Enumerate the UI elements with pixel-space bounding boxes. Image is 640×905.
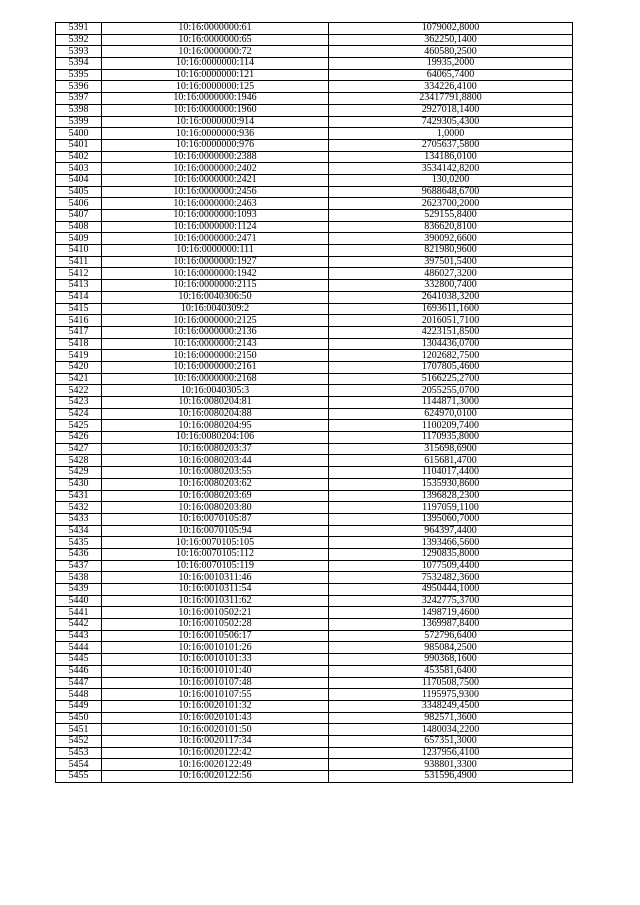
- table-row: [56, 467, 573, 479]
- row-number-cell: 5400: [56, 128, 102, 140]
- value-cell: 1237956,4100: [329, 747, 573, 759]
- table-row: [56, 397, 573, 409]
- value-cell: 1395060,7000: [329, 513, 573, 525]
- row-number-cell: 5392: [56, 34, 102, 46]
- cadastral-number-cell: 10:16:0040309:2: [102, 303, 329, 315]
- table-row: [56, 256, 573, 268]
- table-row: [56, 116, 573, 128]
- value-cell: 486027,3200: [329, 268, 573, 280]
- table-row: [56, 654, 573, 666]
- cadastral-number-cell: 10:16:0000000:914: [102, 116, 329, 128]
- row-number-cell: 5401: [56, 139, 102, 151]
- value-cell: 1693611,1600: [329, 303, 573, 315]
- row-number-cell: 5417: [56, 326, 102, 338]
- row-number-cell: 5441: [56, 607, 102, 619]
- cadastral-number-cell: 10:16:0000000:111: [102, 245, 329, 257]
- row-number-cell: 5438: [56, 572, 102, 584]
- value-cell: 2016051,7100: [329, 315, 573, 327]
- row-number-cell: 5439: [56, 584, 102, 596]
- value-cell: 1535930,8600: [329, 478, 573, 490]
- table-row: [56, 443, 573, 455]
- table-row: [56, 104, 573, 116]
- cadastral-number-cell: 10:16:0070105:87: [102, 513, 329, 525]
- value-cell: 362250,1400: [329, 34, 573, 46]
- cadastral-number-cell: 10:16:0080203:69: [102, 490, 329, 502]
- cadastral-number-cell: 10:16:0000000:1093: [102, 210, 329, 222]
- value-cell: 3348249,4500: [329, 700, 573, 712]
- table-row: [56, 712, 573, 724]
- cadastral-number-cell: 10:16:0000000:2115: [102, 280, 329, 292]
- cadastral-number-cell: 10:16:0080204:106: [102, 432, 329, 444]
- value-cell: 9688648,6700: [329, 186, 573, 198]
- cadastral-number-cell: 10:16:0020117:34: [102, 735, 329, 747]
- row-number-cell: 5447: [56, 677, 102, 689]
- row-number-cell: 5452: [56, 735, 102, 747]
- cadastral-number-cell: 10:16:0000000:1927: [102, 256, 329, 268]
- row-number-cell: 5440: [56, 595, 102, 607]
- table-row: [56, 478, 573, 490]
- table-row: [56, 174, 573, 186]
- cadastral-number-cell: 10:16:0080203:44: [102, 455, 329, 467]
- table-row: [56, 502, 573, 514]
- value-cell: 334226,4100: [329, 81, 573, 93]
- cadastral-number-cell: 10:16:0080203:62: [102, 478, 329, 490]
- row-number-cell: 5450: [56, 712, 102, 724]
- row-number-cell: 5393: [56, 46, 102, 58]
- row-number-cell: 5432: [56, 502, 102, 514]
- cadastral-number-cell: 10:16:0000000:976: [102, 139, 329, 151]
- value-cell: 964397,4400: [329, 525, 573, 537]
- row-number-cell: 5453: [56, 747, 102, 759]
- cadastral-number-cell: 10:16:0070105:112: [102, 548, 329, 560]
- value-cell: 3242775,3700: [329, 595, 573, 607]
- table-row: [56, 221, 573, 233]
- table-row: [56, 233, 573, 245]
- table-row: [56, 525, 573, 537]
- table-row: [56, 700, 573, 712]
- table-row: [56, 735, 573, 747]
- table-row: [56, 198, 573, 210]
- row-number-cell: 5446: [56, 665, 102, 677]
- table-row: [56, 139, 573, 151]
- table-row: [56, 759, 573, 771]
- table-row: [56, 46, 573, 58]
- table-row: [56, 677, 573, 689]
- row-number-cell: 5407: [56, 210, 102, 222]
- table-row: [56, 245, 573, 257]
- table-row: [56, 361, 573, 373]
- value-cell: 1100209,7400: [329, 420, 573, 432]
- cadastral-number-cell: 10:16:0080204:81: [102, 397, 329, 409]
- row-number-cell: 5409: [56, 233, 102, 245]
- table-row: [56, 186, 573, 198]
- row-number-cell: 5408: [56, 221, 102, 233]
- row-number-cell: 5415: [56, 303, 102, 315]
- value-cell: 1197059,1100: [329, 502, 573, 514]
- value-cell: 615681,4700: [329, 455, 573, 467]
- value-cell: 4950444,1000: [329, 584, 573, 596]
- row-number-cell: 5434: [56, 525, 102, 537]
- cadastral-number-cell: 10:16:0000000:125: [102, 81, 329, 93]
- value-cell: 1170508,7500: [329, 677, 573, 689]
- table-row: [56, 584, 573, 596]
- row-number-cell: 5403: [56, 163, 102, 175]
- cadastral-number-cell: 10:16:0000000:114: [102, 58, 329, 70]
- cadastral-number-cell: 10:16:0020122:49: [102, 759, 329, 771]
- row-number-cell: 5402: [56, 151, 102, 163]
- row-number-cell: 5413: [56, 280, 102, 292]
- cadastral-number-cell: 10:16:0000000:1124: [102, 221, 329, 233]
- row-number-cell: 5420: [56, 361, 102, 373]
- table-row: [56, 619, 573, 631]
- value-cell: 1202682,7500: [329, 350, 573, 362]
- value-cell: 19935,2000: [329, 58, 573, 70]
- value-cell: 460580,2500: [329, 46, 573, 58]
- value-cell: 1104017,4400: [329, 467, 573, 479]
- row-number-cell: 5424: [56, 408, 102, 420]
- value-cell: 531596,4900: [329, 771, 573, 783]
- value-cell: 938801,3300: [329, 759, 573, 771]
- value-cell: 1170935,8000: [329, 432, 573, 444]
- cadastral-number-cell: 10:16:0010502:28: [102, 619, 329, 631]
- table-row: [56, 210, 573, 222]
- table-row: [56, 548, 573, 560]
- row-number-cell: 5405: [56, 186, 102, 198]
- table-row: [56, 373, 573, 385]
- row-number-cell: 5427: [56, 443, 102, 455]
- cadastral-number-cell: 10:16:0010101:33: [102, 654, 329, 666]
- table-row: [56, 595, 573, 607]
- row-number-cell: 5425: [56, 420, 102, 432]
- value-cell: 836620,8100: [329, 221, 573, 233]
- cadastral-number-cell: 10:16:0010311:54: [102, 584, 329, 596]
- cadastral-number-cell: 10:16:0080204:95: [102, 420, 329, 432]
- table-row: [56, 291, 573, 303]
- table-row: [56, 665, 573, 677]
- table-body: [56, 23, 573, 783]
- cadastral-number-cell: 10:16:0000000:2456: [102, 186, 329, 198]
- value-cell: 7429305,4300: [329, 116, 573, 128]
- cadastral-table: [55, 22, 573, 783]
- value-cell: 1707805,4600: [329, 361, 573, 373]
- row-number-cell: 5394: [56, 58, 102, 70]
- table-row: [56, 490, 573, 502]
- value-cell: 2641038,3200: [329, 291, 573, 303]
- value-cell: 2623700,2000: [329, 198, 573, 210]
- row-number-cell: 5444: [56, 642, 102, 654]
- value-cell: 5166225,2700: [329, 373, 573, 385]
- row-number-cell: 5449: [56, 700, 102, 712]
- row-number-cell: 5454: [56, 759, 102, 771]
- row-number-cell: 5397: [56, 93, 102, 105]
- table-row: [56, 315, 573, 327]
- value-cell: 1369987,8400: [329, 619, 573, 631]
- cadastral-number-cell: 10:16:0000000:2168: [102, 373, 329, 385]
- value-cell: 2055255,0700: [329, 385, 573, 397]
- row-number-cell: 5414: [56, 291, 102, 303]
- value-cell: 2927018,1400: [329, 104, 573, 116]
- value-cell: 572796,6400: [329, 630, 573, 642]
- cadastral-number-cell: 10:16:0000000:2136: [102, 326, 329, 338]
- cadastral-number-cell: 10:16:0000000:2463: [102, 198, 329, 210]
- row-number-cell: 5443: [56, 630, 102, 642]
- cadastral-number-cell: 10:16:0040306:50: [102, 291, 329, 303]
- table-row: [56, 58, 573, 70]
- value-cell: 23417791,8800: [329, 93, 573, 105]
- value-cell: 1077509,4400: [329, 560, 573, 572]
- value-cell: 1396828,2300: [329, 490, 573, 502]
- table-row: [56, 34, 573, 46]
- value-cell: 390092,6600: [329, 233, 573, 245]
- row-number-cell: 5429: [56, 467, 102, 479]
- row-number-cell: 5396: [56, 81, 102, 93]
- cadastral-number-cell: 10:16:0000000:121: [102, 69, 329, 81]
- value-cell: 985084,2500: [329, 642, 573, 654]
- cadastral-number-cell: 10:16:0000000:1946: [102, 93, 329, 105]
- value-cell: 1290835,8000: [329, 548, 573, 560]
- row-number-cell: 5442: [56, 619, 102, 631]
- row-number-cell: 5398: [56, 104, 102, 116]
- table-row: [56, 163, 573, 175]
- cadastral-number-cell: 10:16:0070105:119: [102, 560, 329, 572]
- value-cell: 657351,3000: [329, 735, 573, 747]
- value-cell: 64065,7400: [329, 69, 573, 81]
- table-row: [56, 350, 573, 362]
- value-cell: 453581,6400: [329, 665, 573, 677]
- table-row: [56, 432, 573, 444]
- table-row: [56, 537, 573, 549]
- cadastral-number-cell: 10:16:0080204:88: [102, 408, 329, 420]
- cadastral-number-cell: 10:16:0020101:32: [102, 700, 329, 712]
- value-cell: 7532482,3600: [329, 572, 573, 584]
- value-cell: 332800,7400: [329, 280, 573, 292]
- table-row: [56, 385, 573, 397]
- row-number-cell: 5435: [56, 537, 102, 549]
- cadastral-number-cell: 10:16:0070105:105: [102, 537, 329, 549]
- table-row: [56, 280, 573, 292]
- row-number-cell: 5455: [56, 771, 102, 783]
- value-cell: 1079002,8000: [329, 23, 573, 35]
- cadastral-number-cell: 10:16:0080203:37: [102, 443, 329, 455]
- table-row: [56, 455, 573, 467]
- cadastral-number-cell: 10:16:0020122:56: [102, 771, 329, 783]
- table-row: [56, 513, 573, 525]
- row-number-cell: 5430: [56, 478, 102, 490]
- row-number-cell: 5422: [56, 385, 102, 397]
- cadastral-number-cell: 10:16:0000000:2125: [102, 315, 329, 327]
- cadastral-number-cell: 10:16:0000000:2143: [102, 338, 329, 350]
- row-number-cell: 5426: [56, 432, 102, 444]
- value-cell: 1304436,0700: [329, 338, 573, 350]
- row-number-cell: 5437: [56, 560, 102, 572]
- cadastral-number-cell: 10:16:0010502:21: [102, 607, 329, 619]
- cadastral-number-cell: 10:16:0000000:2388: [102, 151, 329, 163]
- table-row: [56, 630, 573, 642]
- row-number-cell: 5416: [56, 315, 102, 327]
- table-row: [56, 642, 573, 654]
- value-cell: 624970,0100: [329, 408, 573, 420]
- table-row: [56, 268, 573, 280]
- row-number-cell: 5433: [56, 513, 102, 525]
- cadastral-number-cell: 10:16:0080203:55: [102, 467, 329, 479]
- row-number-cell: 5404: [56, 174, 102, 186]
- cadastral-number-cell: 10:16:0070105:94: [102, 525, 329, 537]
- table-row: [56, 23, 573, 35]
- row-number-cell: 5428: [56, 455, 102, 467]
- value-cell: 315698,6900: [329, 443, 573, 455]
- cadastral-number-cell: 10:16:0000000:2150: [102, 350, 329, 362]
- cadastral-number-cell: 10:16:0040305:3: [102, 385, 329, 397]
- table-row: [56, 747, 573, 759]
- table-row: [56, 607, 573, 619]
- cadastral-number-cell: 10:16:0000000:65: [102, 34, 329, 46]
- table-row: [56, 69, 573, 81]
- cadastral-number-cell: 10:16:0000000:2421: [102, 174, 329, 186]
- value-cell: 529155,8400: [329, 210, 573, 222]
- cadastral-number-cell: 10:16:0010311:62: [102, 595, 329, 607]
- cadastral-number-cell: 10:16:0000000:1942: [102, 268, 329, 280]
- cadastral-number-cell: 10:16:0010107:55: [102, 689, 329, 701]
- value-cell: 990368,1600: [329, 654, 573, 666]
- table-row: [56, 771, 573, 783]
- table-row: [56, 724, 573, 736]
- table-row: [56, 338, 573, 350]
- cadastral-number-cell: 10:16:0010101:26: [102, 642, 329, 654]
- row-number-cell: 5421: [56, 373, 102, 385]
- row-number-cell: 5391: [56, 23, 102, 35]
- cadastral-number-cell: 10:16:0010311:46: [102, 572, 329, 584]
- row-number-cell: 5411: [56, 256, 102, 268]
- value-cell: 397501,5400: [329, 256, 573, 268]
- table-row: [56, 326, 573, 338]
- value-cell: 2705637,5800: [329, 139, 573, 151]
- row-number-cell: 5410: [56, 245, 102, 257]
- cadastral-number-cell: 10:16:0010107:48: [102, 677, 329, 689]
- value-cell: 134186,0100: [329, 151, 573, 163]
- table-row: [56, 303, 573, 315]
- cadastral-number-cell: 10:16:0020122:42: [102, 747, 329, 759]
- value-cell: 1498719,4600: [329, 607, 573, 619]
- row-number-cell: 5395: [56, 69, 102, 81]
- table-row: [56, 560, 573, 572]
- table-row: [56, 81, 573, 93]
- cadastral-number-cell: 10:16:0000000:61: [102, 23, 329, 35]
- cadastral-number-cell: 10:16:0000000:936: [102, 128, 329, 140]
- value-cell: 1195975,9300: [329, 689, 573, 701]
- cadastral-number-cell: 10:16:0000000:2161: [102, 361, 329, 373]
- row-number-cell: 5406: [56, 198, 102, 210]
- cadastral-number-cell: 10:16:0000000:72: [102, 46, 329, 58]
- row-number-cell: 5412: [56, 268, 102, 280]
- value-cell: 1393466,5600: [329, 537, 573, 549]
- value-cell: 4223151,8500: [329, 326, 573, 338]
- row-number-cell: 5436: [56, 548, 102, 560]
- cadastral-number-cell: 10:16:0010101:40: [102, 665, 329, 677]
- table-row: [56, 572, 573, 584]
- cadastral-number-cell: 10:16:0000000:2471: [102, 233, 329, 245]
- table-row: [56, 420, 573, 432]
- row-number-cell: 5399: [56, 116, 102, 128]
- cadastral-number-cell: 10:16:0080203:80: [102, 502, 329, 514]
- row-number-cell: 5445: [56, 654, 102, 666]
- value-cell: 1480034,2200: [329, 724, 573, 736]
- table-row: [56, 93, 573, 105]
- row-number-cell: 5418: [56, 338, 102, 350]
- row-number-cell: 5451: [56, 724, 102, 736]
- value-cell: 3534142,8200: [329, 163, 573, 175]
- row-number-cell: 5419: [56, 350, 102, 362]
- table-row: [56, 408, 573, 420]
- table-row: [56, 689, 573, 701]
- table-row: [56, 128, 573, 140]
- row-number-cell: 5448: [56, 689, 102, 701]
- cadastral-number-cell: 10:16:0000000:2402: [102, 163, 329, 175]
- value-cell: 821980,9600: [329, 245, 573, 257]
- value-cell: 1144871,3000: [329, 397, 573, 409]
- cadastral-number-cell: 10:16:0000000:1960: [102, 104, 329, 116]
- value-cell: 982571,3600: [329, 712, 573, 724]
- value-cell: 1,0000: [329, 128, 573, 140]
- row-number-cell: 5423: [56, 397, 102, 409]
- cadastral-number-cell: 10:16:0010506:17: [102, 630, 329, 642]
- value-cell: 130,0200: [329, 174, 573, 186]
- table-row: [56, 151, 573, 163]
- cadastral-number-cell: 10:16:0020101:50: [102, 724, 329, 736]
- cadastral-number-cell: 10:16:0020101:43: [102, 712, 329, 724]
- row-number-cell: 5431: [56, 490, 102, 502]
